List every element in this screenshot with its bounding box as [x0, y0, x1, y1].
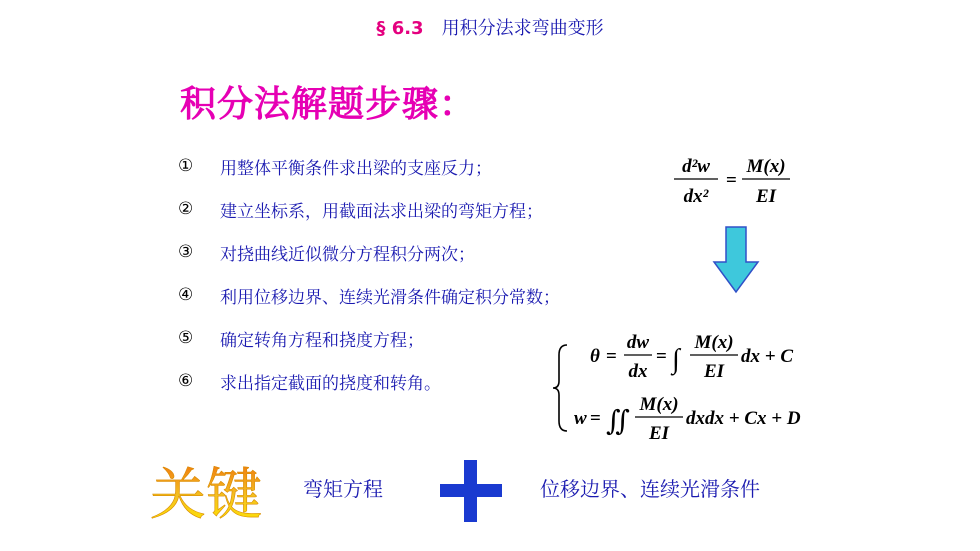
main-title: 积分法解题步骤：	[180, 84, 477, 125]
header	[0, 14, 980, 40]
step-text: 求出指定截面的挠度和转角。	[220, 373, 441, 394]
step-text: 确定转角方程和挠度方程；	[220, 330, 424, 351]
lhs-numerator: d²w	[682, 156, 710, 177]
rhs-numerator: M(x)	[746, 156, 786, 177]
step-text: 建立坐标系，用截面法求出梁的弯矩方程；	[220, 201, 543, 222]
boundary-conditions-label: 位移边界、连续光滑条件	[540, 477, 760, 501]
key-word-text: 关键	[150, 463, 262, 526]
step-number: ③	[178, 242, 194, 262]
left-brace-icon	[552, 343, 570, 433]
section-number: § 6.3	[376, 18, 424, 39]
step-number: ④	[178, 285, 194, 305]
bending-moment-equation-label: 弯矩方程	[303, 477, 383, 501]
step-text: 对挠曲线近似微分方程积分两次；	[220, 244, 475, 265]
step-2	[178, 195, 543, 223]
section-title: 用积分法求弯曲变形	[441, 18, 604, 39]
deflection-equation	[572, 390, 826, 448]
step-1	[178, 152, 492, 180]
step-number: ②	[178, 199, 194, 219]
w-tail: dxdx + Cx + D	[686, 408, 801, 429]
step-text: 利用位移边界、连续光滑条件确定积分常数；	[220, 287, 560, 308]
ei-denominator: EI	[703, 361, 725, 382]
step-text: 用整体平衡条件求出梁的支座反力；	[220, 158, 492, 179]
step-number: ①	[178, 156, 194, 176]
integral-sign: ∫	[672, 344, 680, 375]
down-arrow-icon	[712, 226, 760, 294]
theta-symbol: θ	[590, 346, 600, 367]
equals-sign-2: =	[656, 346, 667, 367]
equals-sign: =	[590, 408, 601, 429]
step-3	[178, 238, 475, 266]
step-6	[178, 367, 441, 395]
deflection-differential-equation	[668, 148, 798, 210]
dx-denominator: dx	[628, 361, 648, 382]
equals-sign: =	[726, 170, 737, 191]
step-number: ⑥	[178, 371, 194, 391]
dw-numerator: dw	[626, 332, 650, 353]
equals-sign: =	[606, 346, 617, 367]
moment-numerator: M(x)	[694, 332, 734, 353]
rhs-denominator: EI	[755, 186, 777, 207]
theta-tail: dx + C	[741, 346, 793, 367]
ei-denominator: EI	[648, 423, 670, 444]
step-5	[178, 324, 424, 352]
plus-icon	[440, 460, 502, 522]
step-number: ⑤	[178, 328, 194, 348]
key-word	[150, 456, 270, 526]
w-symbol: w	[574, 408, 587, 429]
rotation-angle-equation	[586, 328, 816, 386]
step-4	[178, 281, 560, 309]
lhs-denominator: dx²	[683, 186, 709, 207]
double-integral-sign: ∬	[606, 406, 630, 437]
moment-numerator: M(x)	[639, 394, 679, 415]
